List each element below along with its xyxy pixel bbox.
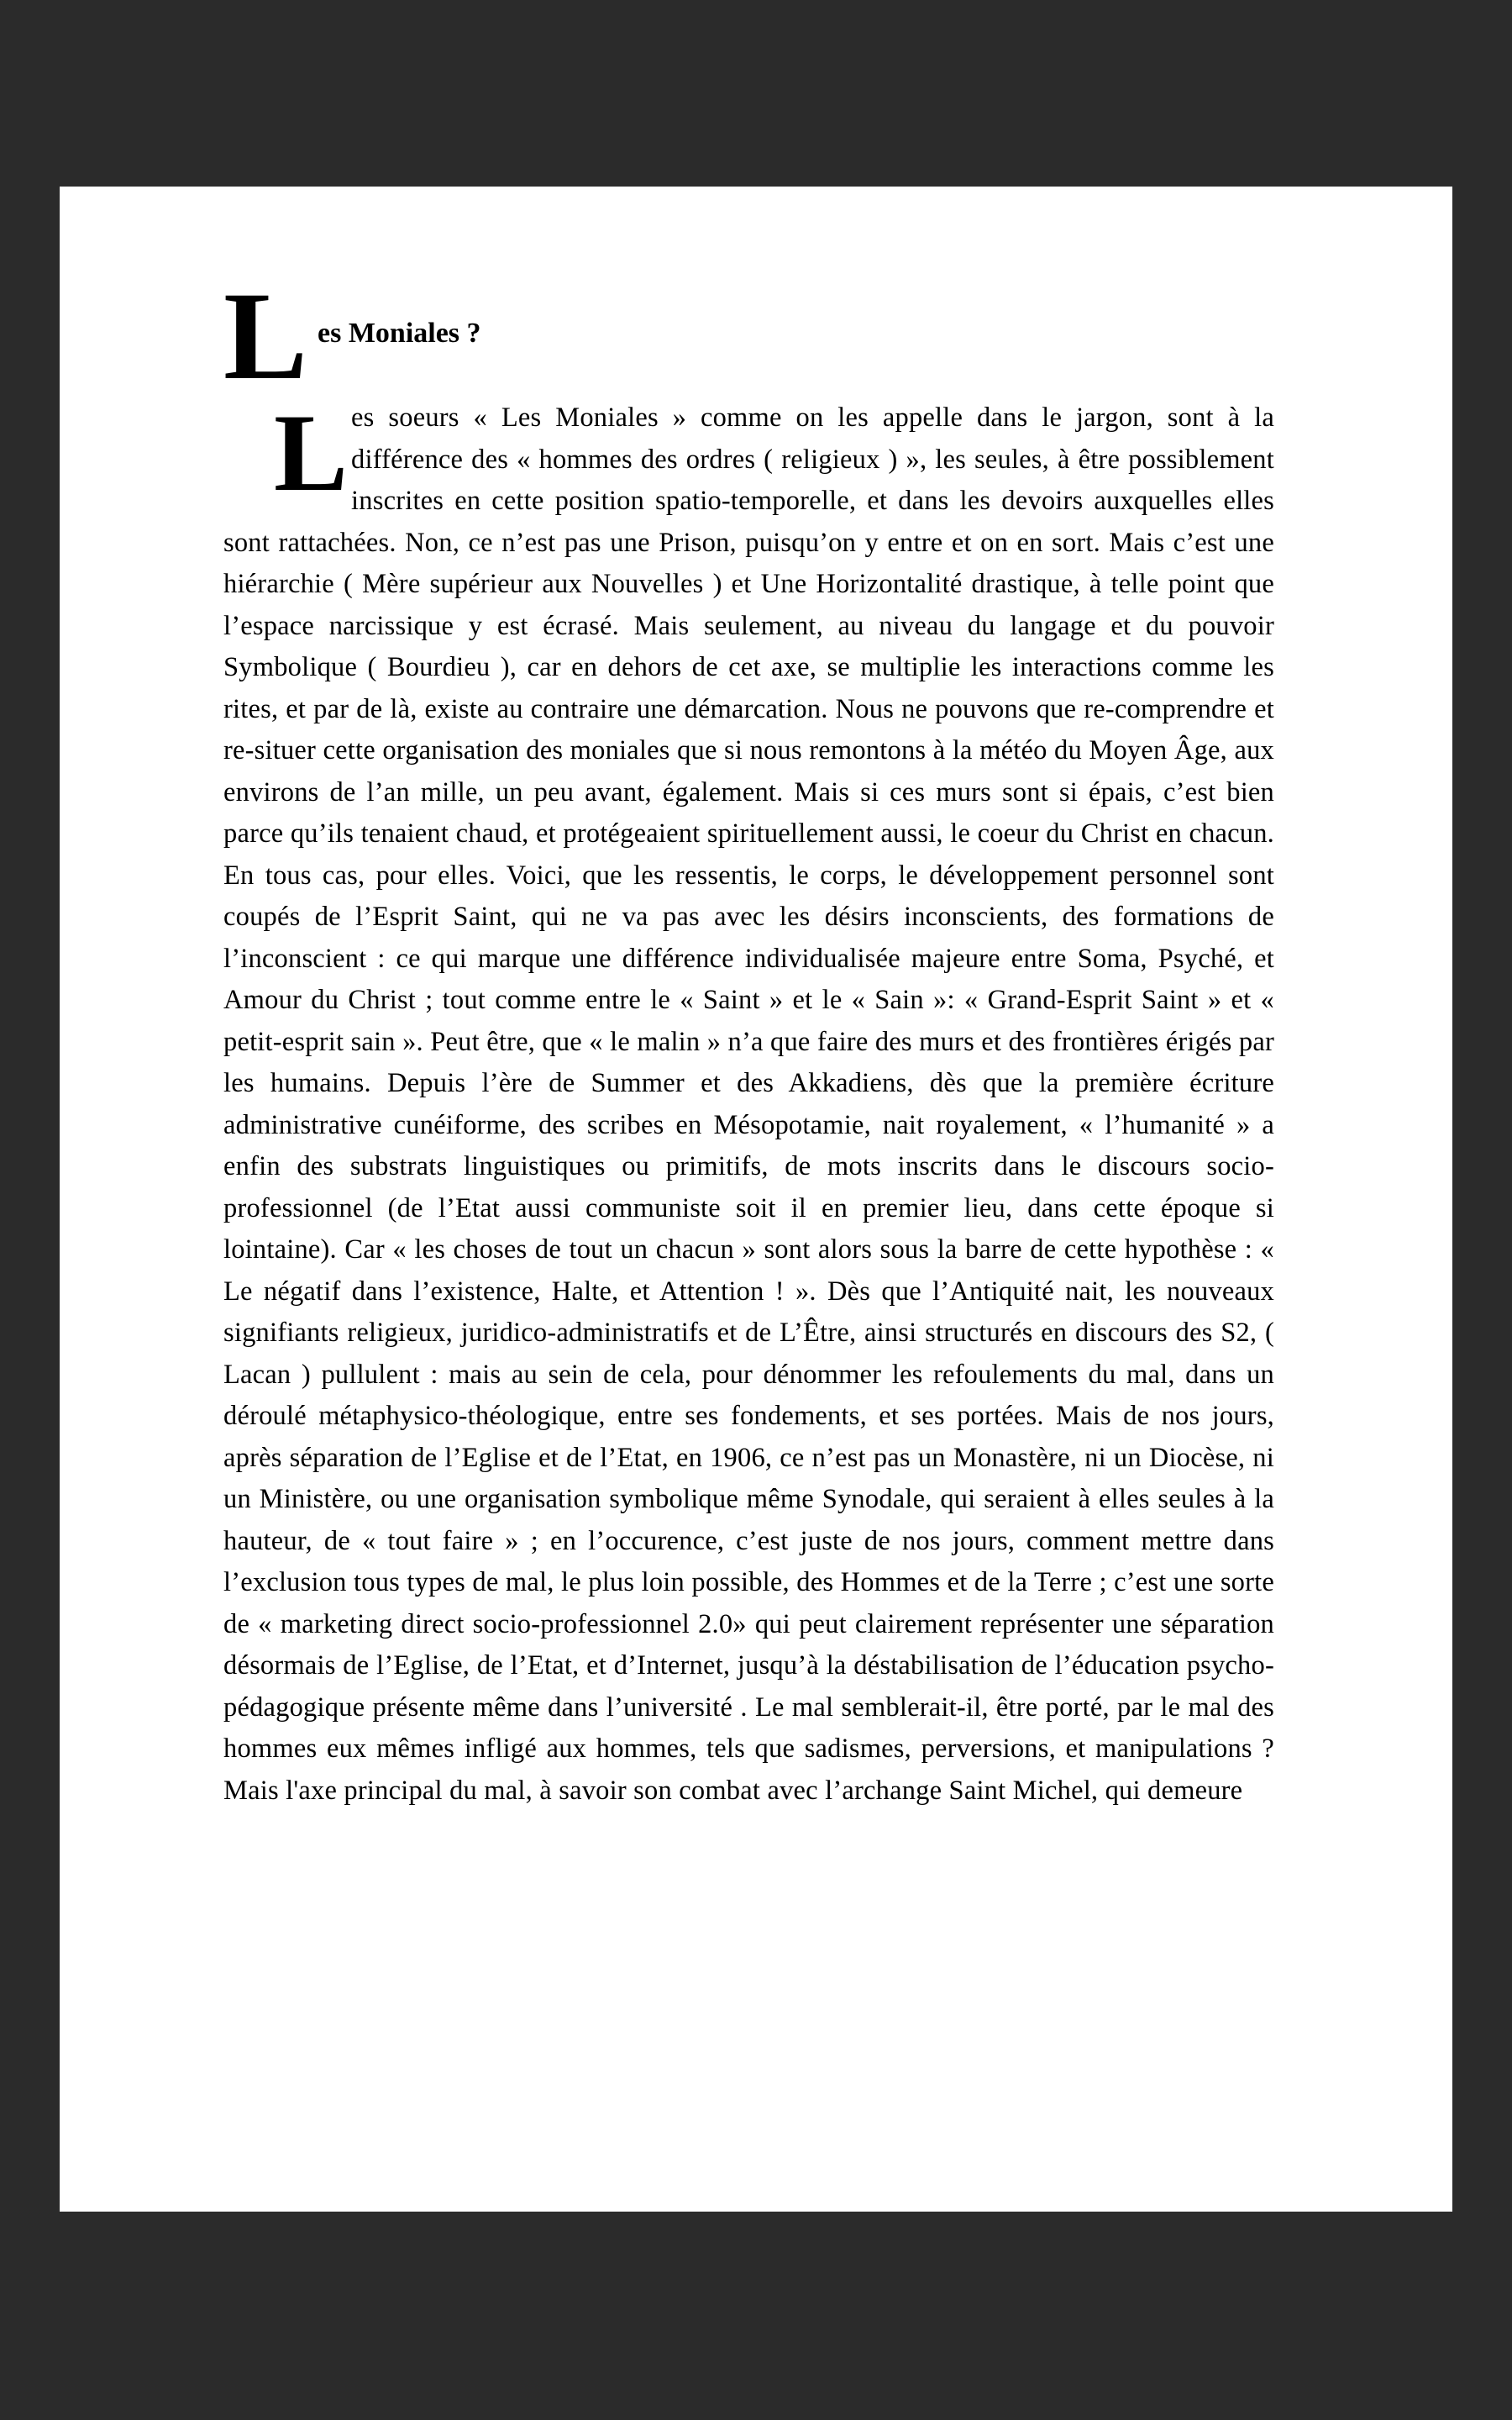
title-drop-cap: L: [223, 266, 307, 406]
document-page: [60, 187, 1452, 2212]
body-drop-cap: L: [274, 391, 347, 514]
document-body: [223, 391, 1274, 1812]
body-paragraph-text: es soeurs « Les Moniales » comme on les appelle dans le jargon, sont à la différence des « hommes des ordres ( religieux ) », les seules, à être possiblement inscrites en cette position spatio-temporelle, et dans les devoirs auxquelles elles sont rattachées. Non, ce n’est pas une Prison, puisqu’on y entre et on en sort. Mais c’est une hiérarchie ( Mère supérieur aux Nouvelles ) et Une Horizontalité drastique, à telle point que l’espace narcissique y est écrasé. Mais seulement, au niveau du langage et du pouvoir Symbolique ( Bourdieu ), car en dehors de cet axe, se multiplie les interactions comme les rites, et par de là, existe au contraire une démarcation. Nous ne pouvons que re-comprendre et re-situer cette organisation des moniales que si nous remontons à la météo du Moyen Âge, aux environs de l’an mille, un peu avant, également. Mais si ces murs sont si épais, c’est bien parce qu’ils tenaient chaud, et protégeaient spirituellement aussi, le coeur du Christ en chacun. En tous cas, pour elles. Voici, que les ressentis, le corps, le développement personnel sont coupés de l’Esprit Saint, qui ne va pas avec les désirs inconscients, des formations de l’inconscient : ce qui marque une différence individualisée majeure entre Soma, Psyché, et Amour du Christ ; tout comme entre le « Saint » et le « Sain »: « Grand-Esprit Saint » et « petit-esprit sain ». Peut être, que « le malin » n’a que faire des murs et des frontières érigés par les humains. Depuis l’ère de Summer et des Akkadiens, dès que la première écriture administrative cunéiforme, des scribes en Mésopotamie, nait royalement, « l’humanité » a enfin des substrats linguistiques ou primitifs, de mots inscrits dans le discours socio-professionnel (de l’Etat aussi communiste soit il en premier lieu, dans cette époque si lointaine). Car « les choses de tout un chacun » sont alors sous la barre de cette hypothèse : « Le négatif dans l’existence, Halte, et Attention ! ». Dès que l’Antiquité nait, les nouveaux signifiants religieux, juridico-administratifs et de L’Être, ainsi structurés en discours des S2, ( Lacan ) pullulent : mais au sein de cela, pour dénommer les refoulements du mal, dans un déroulé métaphysico-théologique, entre ses fondements, et ses portées. Mais de nos jours, après séparation de l’Eglise et de l’Etat, en 1906, ce n’est pas un Monastère, ni un Diocèse, ni un Ministère, ou une organisation symbolique même Synodale, qui seraient à elles seules à la hauteur, de « tout faire » ; en l’occurence, c’est juste de nos jours, comment mettre dans l’exclusion tous types de mal, le plus loin possible, des Hommes et de la Terre ; c’est une sorte de « marketing direct socio-professionnel 2.0» qui peut clairement représenter une séparation désormais de l’Eglise, de l’Etat, et d’Internet, jusqu’à la déstabilisation de l’éducation psycho-pédagogique présente même dans l’université . Le mal semblerait-il, être porté, par le mal des hommes eux mêmes infligé aux hommes, tels que sadismes, perversions, et manipulations ? Mais l'axe principal du mal, à savoir son combat avec l’archange Saint Michel, qui demeure: [223, 402, 1274, 1806]
body-paragraph: [223, 391, 1274, 1812]
title-text: es Moniales ?: [318, 318, 481, 349]
page-title: [223, 266, 1274, 406]
